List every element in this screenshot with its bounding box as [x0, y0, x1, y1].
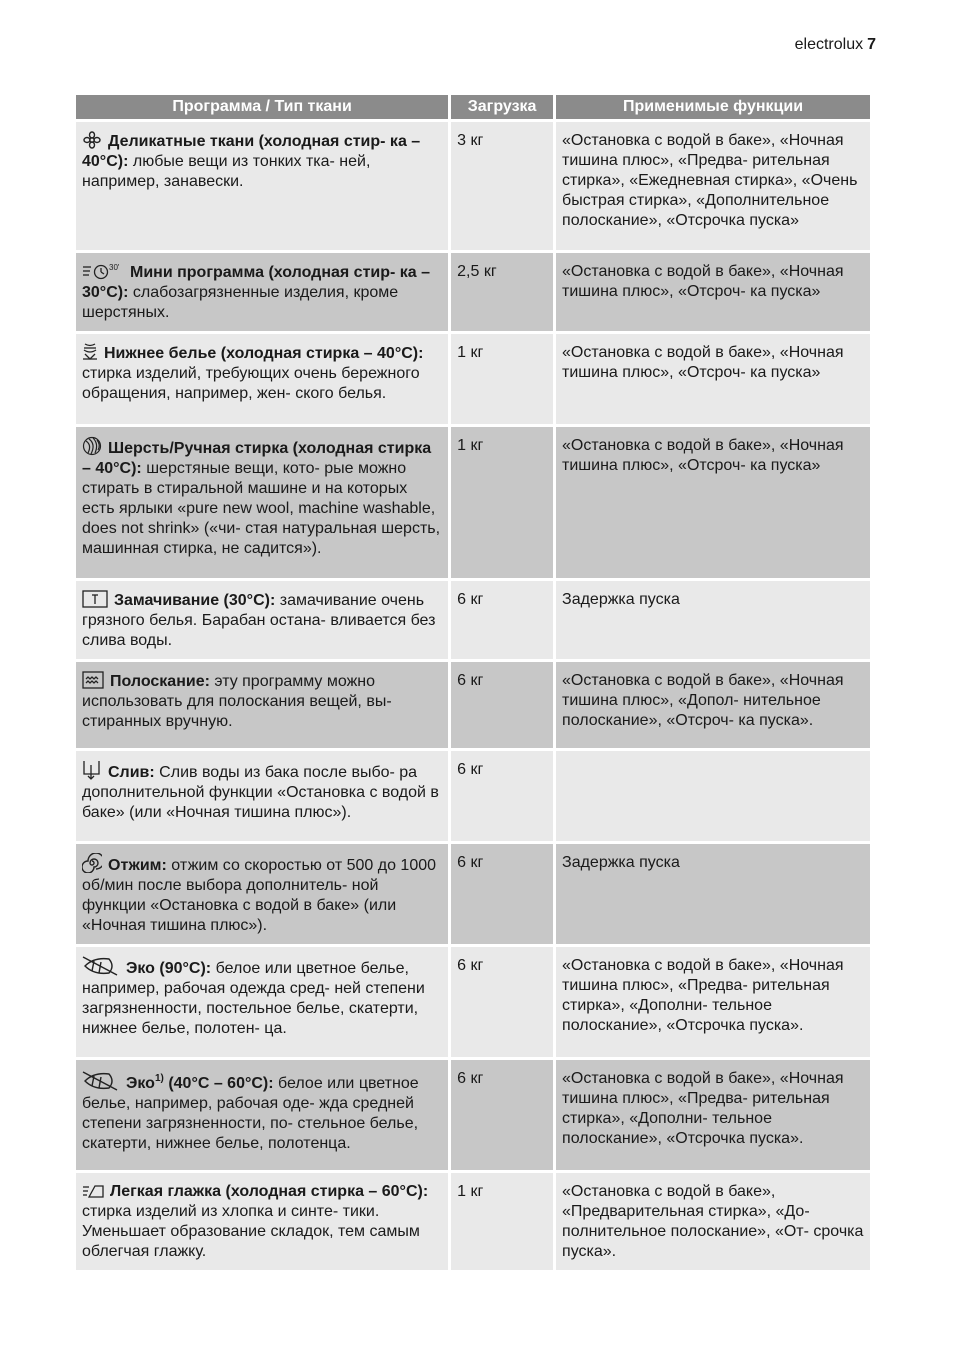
table-row — [76, 581, 870, 659]
table-row — [76, 334, 870, 424]
functions-cell — [556, 751, 870, 841]
program-description: шерстяные вещи, кото- рые можно стирать в стиральной машине и на которых есть ярлыки «pure new wool, machine washable, does not shrink» («чи- стая натуральная шерсть, машинная стирка, не садится»). — [82, 460, 441, 557]
svg-text:30': 30' — [109, 263, 120, 272]
program-cell — [76, 1060, 448, 1170]
load-cell: 6 кг — [451, 947, 553, 1057]
program-cell — [76, 581, 448, 659]
program-description: стирка изделий из хлопка и синте- тики. Уменьшает образование складок, тем самым облегчая глажку. — [82, 1203, 420, 1260]
table-row — [76, 253, 870, 331]
program-cell — [76, 253, 448, 331]
table-header-row — [76, 95, 870, 119]
program-title: Нижнее белье (холодная стирка – 40°C): — [104, 345, 424, 362]
load-cell: 2,5 кг — [451, 253, 553, 331]
table-row — [76, 122, 870, 250]
program-title: Шерсть/Ручная стирка (холодная стирка – 40°C): — [82, 440, 432, 477]
program-description: любые вещи из тонких тка- ней, например, занавески. — [82, 153, 371, 190]
program-cell — [76, 1173, 448, 1270]
underwear-icon — [82, 343, 98, 361]
table-row — [76, 427, 870, 578]
load-cell: 6 кг — [451, 662, 553, 748]
load-cell: 1 кг — [451, 334, 553, 424]
soak-icon — [82, 590, 108, 608]
column-header-program: Программа / Тип ткани — [76, 95, 448, 119]
page-header — [795, 36, 876, 54]
brand-name: electrolux — [794, 36, 864, 53]
load-cell: 6 кг — [451, 581, 553, 659]
program-title: Легкая глажка (холодная стирка – 60°C): — [110, 1183, 429, 1200]
program-title: Деликатные ткани (холодная стир- ка – 40°C): — [82, 133, 421, 170]
load-cell: 6 кг — [451, 1060, 553, 1170]
program-cell — [76, 122, 448, 250]
functions-cell: «Остановка с водой в баке», «Ночная тишина плюс», «Предва- рительная стирка», «Дополни- тельное полоскание», «Отсрочка пуска». — [556, 947, 870, 1057]
program-description: Слив воды из бака после выбо- ра дополнительной функции «Остановка с водой в баке» (или «Ночная тишина плюс»). — [82, 764, 439, 821]
functions-cell: «Остановка с водой в баке», «Ночная тишина плюс», «Допол- нительное полоскание», «Отсроч- ка пуска». — [556, 662, 870, 748]
eco-leaf-icon — [82, 956, 120, 976]
program-cell — [76, 751, 448, 841]
program-description: отжим со скоростью от 500 до 1000 об/мин после выбора дополнитель- ной функции «Остановка с водой в баке» (или «Ночная тишина плюс»). — [82, 857, 437, 934]
drain-icon — [82, 760, 102, 780]
functions-cell: «Остановка с водой в баке», «Ночная тишина плюс», «Предва- рительная стирка», «Дополни- тельное полоскание», «Отсрочка пуска». — [556, 1060, 870, 1170]
load-cell: 3 кг — [451, 122, 553, 250]
wool-ball-icon — [82, 436, 102, 456]
footnote-marker: 1) — [154, 1073, 164, 1084]
rinse-icon — [82, 671, 104, 689]
program-cell — [76, 662, 448, 748]
functions-cell: «Остановка с водой в баке», «Ночная тишина плюс», «Отсроч- ка пуска» — [556, 253, 870, 331]
program-description: стирка изделий, требующих очень бережного обращения, например, жен- ского белья. — [82, 365, 420, 402]
functions-cell: «Остановка с водой в баке», «Ночная тишина плюс», «Предва- рительная стирка», «Ежедневная стирка», «Очень быстрая стирка», «Дополнительное полоскание», «Отсрочка пуска» — [556, 122, 870, 250]
load-cell: 6 кг — [451, 751, 553, 841]
functions-cell: «Остановка с водой в баке», «Ночная тишина плюс», «Отсроч- ка пуска» — [556, 427, 870, 578]
program-description: замачивание очень грязного белья. Барабан остана- вливается без слива воды. — [82, 592, 436, 649]
column-header-functions: Применимые функции — [556, 95, 870, 119]
easy-iron-icon — [82, 1183, 104, 1199]
program-description: слабозагрязненные изделия, кроме шерстяных. — [82, 284, 399, 321]
functions-cell: Задержка пуска — [556, 581, 870, 659]
program-description: эту программу можно использовать для полоскания вещей, вы- стиранных вручную. — [82, 673, 392, 730]
program-cell — [76, 334, 448, 424]
program-title: Полоскание: — [110, 673, 210, 690]
program-title: Отжим: — [108, 857, 167, 874]
program-title: Мини программа (холодная стир- ка – 30°C): — [82, 264, 431, 301]
table-row — [76, 844, 870, 944]
table-row — [76, 1173, 870, 1270]
program-cell — [76, 844, 448, 944]
spin-icon — [82, 853, 102, 873]
program-cell — [76, 947, 448, 1057]
program-description: белое или цветное белье, например, рабочая одежда сред- ней степени загрязненности, постельное белье, скатерти, нижнее белье, полотен- ца. — [82, 960, 425, 1037]
program-title-rest: (40°C – 60°C): — [168, 1075, 274, 1092]
eco-leaf-icon — [82, 1071, 120, 1091]
page-number: 7 — [867, 36, 876, 53]
delicate-flower-icon — [82, 131, 102, 149]
program-title: Эко — [126, 1075, 155, 1092]
functions-cell: «Остановка с водой в баке», «Предварительная стирка», «До- полнительное полоскание», «От- срочка пуска». — [556, 1173, 870, 1270]
table-row — [76, 1060, 870, 1170]
column-header-load: Загрузка — [451, 95, 553, 119]
program-table — [73, 92, 873, 1273]
load-cell: 1 кг — [451, 427, 553, 578]
table-row — [76, 751, 870, 841]
functions-cell: «Остановка с водой в баке», «Ночная тишина плюс», «Отсроч- ка пуска» — [556, 334, 870, 424]
program-cell — [76, 427, 448, 578]
program-title: Эко (90°C): — [126, 960, 212, 977]
table-row — [76, 947, 870, 1057]
load-cell: 1 кг — [451, 1173, 553, 1270]
mini-program-30-icon — [82, 262, 124, 280]
functions-cell: Задержка пуска — [556, 844, 870, 944]
program-title: Слив: — [108, 764, 155, 781]
program-description: белое или цветное белье, например, рабочая оде- жда средней степени загрязненности, по- стельное белье, скатерти, нижнее белье, полотенца. — [82, 1075, 419, 1152]
load-cell: 6 кг — [451, 844, 553, 944]
program-title: Замачивание (30°C): — [114, 592, 276, 609]
table-row — [76, 662, 870, 748]
